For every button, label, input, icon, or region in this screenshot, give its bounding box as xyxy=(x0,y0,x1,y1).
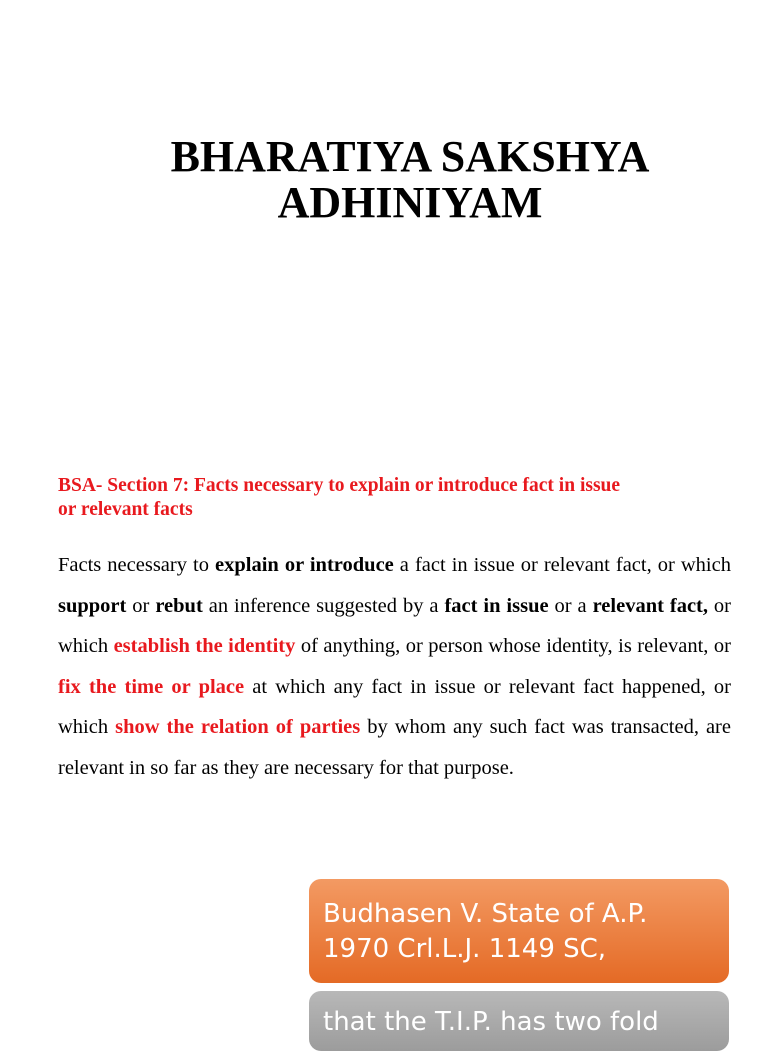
emphasis-fact-in-issue: fact in issue xyxy=(444,594,549,617)
body-text: or a xyxy=(548,594,593,617)
section-heading xyxy=(58,474,738,522)
highlight-establish-identity: establish the identity xyxy=(113,635,296,657)
body-text: Facts necessary to xyxy=(58,554,216,576)
emphasis-rebut: rebut xyxy=(155,594,203,617)
case-citation-box xyxy=(309,879,729,983)
highlight-relation-of-parties: show the relation of parties xyxy=(115,716,361,738)
title-line-2: ADHINIYAM xyxy=(277,178,543,227)
section-heading-line-2: or relevant facts xyxy=(58,499,193,520)
body-text: or which xyxy=(58,594,732,657)
body-text: a fact in issue or relevant fact, or which xyxy=(393,554,731,576)
body-text: or xyxy=(126,594,156,617)
emphasis-support: support xyxy=(58,594,127,617)
highlight-fix-time-or-place: fix the time or place xyxy=(58,675,245,698)
emphasis-relevant-fact: relevant fact, xyxy=(592,594,708,617)
section-heading-line-1: BSA- Section 7: Facts necessary to explain or introduce fact in issue xyxy=(58,475,621,496)
title-line-1: BHARATIYA SAKSHYA xyxy=(170,132,650,181)
emphasis-explain-or-introduce: explain or introduce xyxy=(215,554,394,576)
case-name: Budhasen V. State of A.P. xyxy=(323,899,648,929)
body-text: an inference suggested by a xyxy=(202,594,445,617)
body-text: by whom any such fact was transacted, are relevant in so far as they are necessary for that purpose. xyxy=(58,716,731,779)
case-citation: 1970 Crl.L.J. 1149 SC, xyxy=(323,934,607,964)
case-note-text: that the T.I.P. has two fold xyxy=(323,1007,659,1037)
case-note-box xyxy=(309,991,729,1051)
body-text: at which any fact in issue or relevant fact happened, or which xyxy=(58,675,731,738)
page-title xyxy=(0,134,768,226)
body-text: of anything, or person whose identity, is relevant, or xyxy=(295,635,731,657)
section-body-paragraph xyxy=(58,545,731,788)
